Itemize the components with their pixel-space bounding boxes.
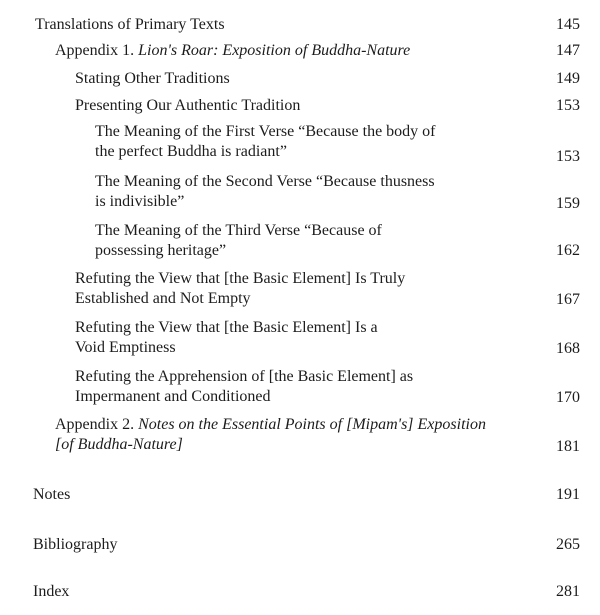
toc-entry-title <box>75 367 495 407</box>
toc-entry-title: Stating Other Traditions <box>75 70 230 87</box>
appendix-label: Appendix 1. <box>55 42 139 59</box>
toc-entry-line: Void Emptiness <box>75 339 176 356</box>
appendix-label: Appendix 2. <box>55 416 139 433</box>
toc-entry-line: The Meaning of the Second Verse “Because thusness <box>95 173 435 190</box>
toc-entry-line: Refuting the View that [the Basic Element] Is Truly <box>75 270 406 287</box>
toc-page-number: 281 <box>556 583 580 600</box>
toc-page-number: 149 <box>556 70 580 87</box>
toc-page-number: 147 <box>556 42 580 59</box>
toc-entry-title <box>75 318 495 358</box>
toc-entry-title <box>75 269 495 309</box>
toc-entry-title <box>55 415 515 455</box>
toc-page-number: 162 <box>556 242 580 259</box>
toc-entry-line: Impermanent and Conditioned <box>75 388 271 405</box>
toc-page-number: 153 <box>556 148 580 165</box>
toc-entry-title: Notes <box>33 486 71 503</box>
appendix-title: Notes on the Essential Points of [Mipam's] Exposition <box>138 416 486 433</box>
toc-entry-title: Presenting Our Authentic Tradition <box>75 97 301 114</box>
toc-page-number: 181 <box>556 438 580 455</box>
toc-page-number: 191 <box>556 486 580 503</box>
toc-page-number: 145 <box>556 16 580 33</box>
toc-entry-line: Established and Not Empty <box>75 290 251 307</box>
toc-entry-line: possessing heritage” <box>95 242 227 259</box>
appendix-title: Lion's Roar: Exposition of Buddha-Nature <box>138 42 411 59</box>
toc-entry-title: Bibliography <box>33 536 118 553</box>
toc-entry-title: Translations of Primary Texts <box>35 16 225 33</box>
toc-entry-line <box>55 435 515 455</box>
toc-page-number: 159 <box>556 195 580 212</box>
toc-entry-title <box>95 122 495 162</box>
toc-entry-line <box>55 415 515 435</box>
toc-page-number: 170 <box>556 389 580 406</box>
toc-page-number: 168 <box>556 340 580 357</box>
toc-entry-title <box>95 172 495 212</box>
toc-entry-title <box>95 221 495 261</box>
toc-entry-line: Refuting the View that [the Basic Element] Is a <box>75 319 378 336</box>
toc-entry-line: Refuting the Apprehension of [the Basic Element] as <box>75 368 414 385</box>
toc-entry-line: The Meaning of the Third Verse “Because of <box>95 222 382 239</box>
toc-entry-line: the perfect Buddha is radiant” <box>95 143 287 160</box>
toc-entry-title: Index <box>33 583 70 600</box>
toc-entry-title <box>55 41 410 61</box>
toc-entry-line: The Meaning of the First Verse “Because the body of <box>95 123 436 140</box>
appendix-title-cont: [of Buddha-Nature] <box>55 436 183 453</box>
toc-page-number: 167 <box>556 291 580 308</box>
toc-entry-line: is indivisible” <box>95 193 185 210</box>
toc-page-number: 153 <box>556 97 580 114</box>
toc-page-number: 265 <box>556 536 580 553</box>
